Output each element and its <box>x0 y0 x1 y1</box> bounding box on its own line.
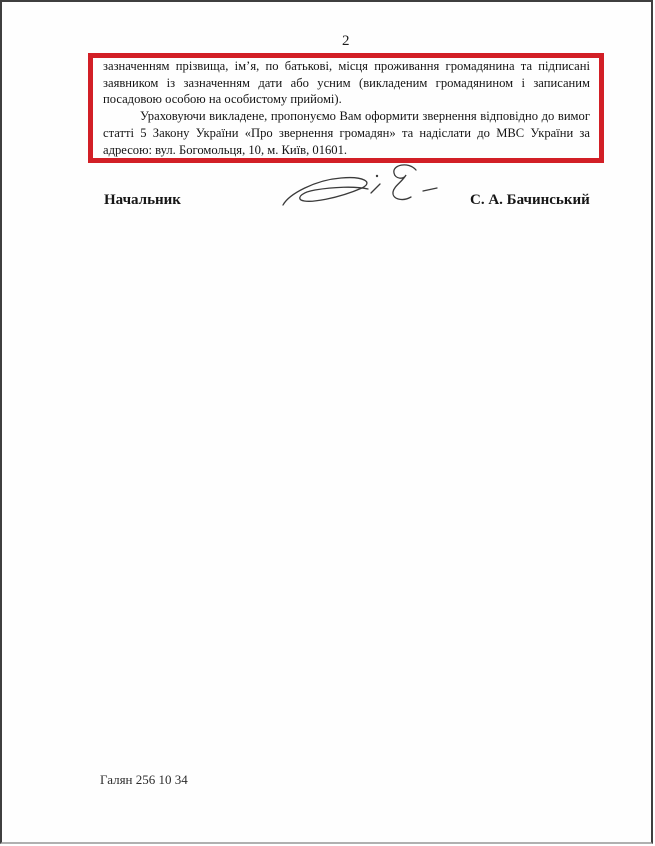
handwritten-signature-icon <box>275 159 447 219</box>
notice-paragraph-2: Ураховуючи викладене, пропонуємо Вам оформити звернення відповідно до вимог статті 5 Закону України «Про звернення громадян» та надіслати до МВС України за адресою: вул. Богомольця, 10, м. Київ, 01601. <box>103 109 590 157</box>
executor-note: Галян 256 10 34 <box>100 772 188 787</box>
notice-paragraph-1: зазначенням прізвища, ім’я, по батькові, місця проживання громадянина та підписані заявником із зазначенням дати або усним (викладеним громадянином і записаним посадовою особою на особистому прийомі). <box>103 59 590 107</box>
highlight-box <box>88 53 604 163</box>
position-title: Начальник <box>104 192 181 208</box>
signatory-name: С. А. Бачинський <box>470 192 590 208</box>
page-number: 2 <box>342 33 350 49</box>
